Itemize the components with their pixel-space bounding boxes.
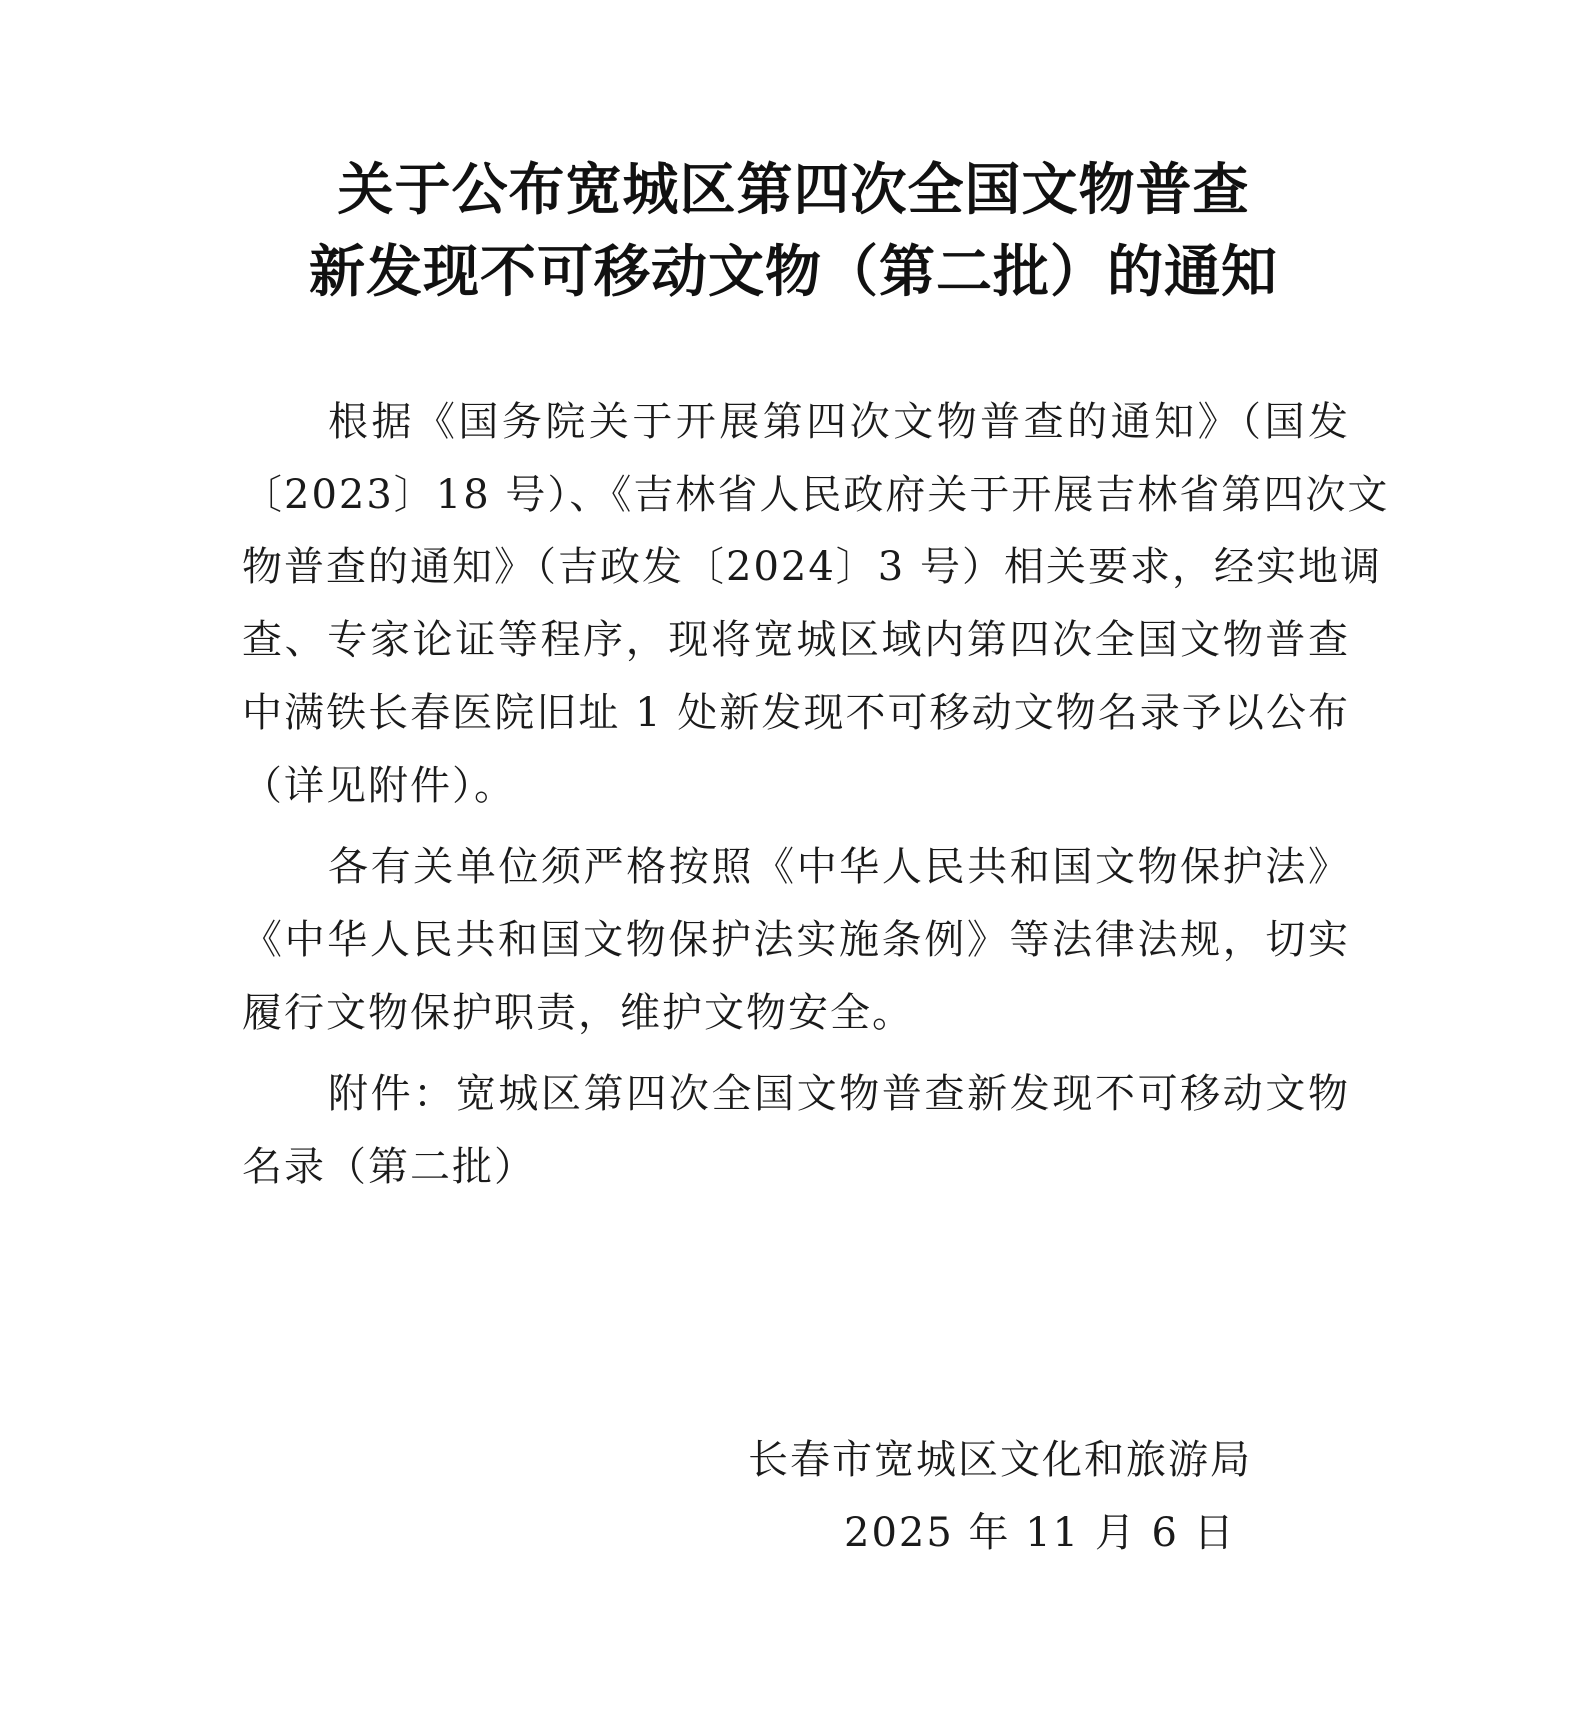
attachment-line-1: 附件：宽城区第四次全国文物普查新发现不可移动文物 bbox=[328, 1071, 1350, 1117]
issuer-name: 长春市宽城区文化和旅游局 bbox=[748, 1437, 1252, 1483]
paragraph-2-line-1: 各有关单位须严格按照《中华人民共和国文物保护法》 bbox=[328, 844, 1350, 890]
paragraph-1-line-2: 〔2023〕18 号）、《吉林省人民政府关于开展吉林省第四次文 bbox=[242, 472, 1390, 518]
paragraph-1-line-1: 根据《国务院关于开展第四次文物普查的通知》（国发 bbox=[328, 399, 1350, 445]
paragraph-2-line-3: 履行文物保护职责，维护文物安全。 bbox=[242, 990, 914, 1036]
paragraph-1-line-3: 物普查的通知》（吉政发〔2024〕3 号）相关要求，经实地调 bbox=[242, 544, 1382, 590]
paragraph-2-line-2: 《中华人民共和国文物保护法实施条例》等法律法规，切实 bbox=[242, 917, 1350, 963]
paragraph-1-line-6: （详见附件）。 bbox=[242, 763, 516, 809]
document-title-line-2: 新发现不可移动文物（第二批）的通知 bbox=[309, 239, 1278, 305]
issue-date: 2025 年 11 月 6 日 bbox=[844, 1510, 1236, 1556]
document-title-line-1: 关于公布宽城区第四次全国文物普查 bbox=[337, 157, 1250, 223]
paragraph-1-line-5: 中满铁长春医院旧址 1 处新发现不可移动文物名录予以公布 bbox=[242, 690, 1350, 736]
paragraph-1-line-4: 查、专家论证等程序，现将宽城区域内第四次全国文物普查 bbox=[242, 617, 1350, 663]
attachment-line-2: 名录（第二批） bbox=[242, 1144, 536, 1190]
